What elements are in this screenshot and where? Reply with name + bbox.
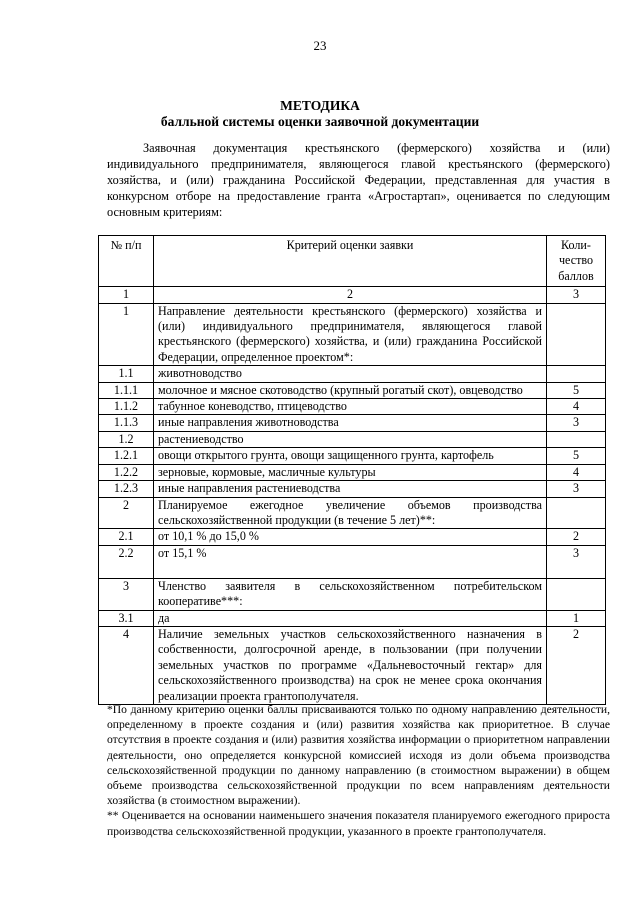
row-number: 1.1.3 <box>99 415 154 431</box>
row-criterion: зерновые, кормовые, масличные культуры <box>154 464 547 480</box>
header-number: № п/п <box>99 236 154 287</box>
row-number: 1.2.1 <box>99 448 154 464</box>
row-points: 5 <box>547 448 606 464</box>
row-criterion: Членство заявителя в сельскохозяйственном потребительском кооперативе***: <box>154 578 547 610</box>
row-number: 1.1 <box>99 366 154 382</box>
index-cell: 3 <box>547 287 606 303</box>
row-points <box>547 497 606 529</box>
row-criterion: табунное коневодство, птицеводство <box>154 399 547 415</box>
row-number: 3 <box>99 578 154 610</box>
page-number: 23 <box>313 38 327 53</box>
criteria-table <box>98 235 606 705</box>
row-points: 4 <box>547 464 606 480</box>
row-criterion: овощи открытого грунта, овощи защищенного грунта, картофель <box>154 448 547 464</box>
row-criterion: от 15,1 % <box>154 545 547 578</box>
row-number: 1.1.1 <box>99 382 154 398</box>
table-index-row <box>99 287 606 303</box>
table-row <box>99 529 606 545</box>
footnote-1: *По данному критерию оценки баллы присваиваются только по одному направлению деятельности, определенному в проекте создания и (или) развития хозяйства как приоритетное. В случае отсутствия в проекте создания и (или) развития хозяйства информации о приоритетном направлении деятельности, оно определяется конкурсной комиссией исходя из доли объема производства сельскохозяйственной продукции по данному направлению (в стоимостном выражении) в общем объеме производства сельскохозяйственной продукции по всем направлениям деятельности хозяйства (в стоимостном выражении). <box>107 703 610 808</box>
row-points: 5 <box>547 382 606 398</box>
row-number: 1 <box>99 303 154 366</box>
table-row <box>99 626 606 704</box>
row-number: 4 <box>99 626 154 704</box>
row-points <box>547 578 606 610</box>
row-number: 1.2 <box>99 431 154 447</box>
footnote-2: ** Оценивается на основании наименьшего значения показателя планируемого ежегодного прироста производства сельскохозяйственной продукции, указанного в проекте грантополучателя. <box>107 809 610 838</box>
row-points: 1 <box>547 610 606 626</box>
table-row <box>99 610 606 626</box>
row-points <box>547 366 606 382</box>
row-number: 1.2.2 <box>99 464 154 480</box>
row-criterion: Планируемое ежегодное увеличение объемов производства сельскохозяйственной продукции (в течение 5 лет)**: <box>154 497 547 529</box>
row-number: 2.1 <box>99 529 154 545</box>
document-title <box>0 98 640 130</box>
row-points: 3 <box>547 481 606 497</box>
row-criterion: Направление деятельности крестьянского (фермерского) хозяйства и (или) индивидуального предпринимателя, являющегося главой крестьянского (фермерского) хозяйства, и (или) гражданина Российской Федерации, определенное проектом*: <box>154 303 547 366</box>
header-points: Коли-чество баллов <box>547 236 606 287</box>
table-row <box>99 578 606 610</box>
table-row <box>99 497 606 529</box>
row-criterion: да <box>154 610 547 626</box>
table-row <box>99 366 606 382</box>
row-criterion: иные направления животноводства <box>154 415 547 431</box>
row-points: 2 <box>547 626 606 704</box>
title-line-1: МЕТОДИКА <box>280 98 360 113</box>
table-row <box>99 382 606 398</box>
row-criterion: растениеводство <box>154 431 547 447</box>
row-points: 4 <box>547 399 606 415</box>
row-number: 1.1.2 <box>99 399 154 415</box>
table-header-row <box>99 236 606 287</box>
table-row <box>99 481 606 497</box>
row-criterion: Наличие земельных участков сельскохозяйственного назначения в собственности, долгосрочной аренде, в пользовании (при получении земельных участков по программе «Дальневосточный гектар» для сельскохозяйственного производства) на срок не менее срока окончания реализации проекта грантополучателя. <box>154 626 547 704</box>
title-line-2: балльной системы оценки заявочной документации <box>160 114 480 129</box>
row-number: 1.2.3 <box>99 481 154 497</box>
row-number: 3.1 <box>99 610 154 626</box>
intro-paragraph: Заявочная документация крестьянского (фермерского) хозяйства и (или) индивидуального предпринимателя, являющегося главой крестьянского (фермерского) хозяйства, и (или) гражданина Российской Федерации, представленная для участия в конкурсном отборе на предоставление гранта «Агростартап», оценивается по следующим основным критериям: <box>107 141 610 219</box>
header-criterion: Критерий оценки заявки <box>154 236 547 287</box>
table-row <box>99 448 606 464</box>
table-row <box>99 303 606 366</box>
row-points: 3 <box>547 545 606 578</box>
row-points <box>547 431 606 447</box>
row-number: 2.2 <box>99 545 154 578</box>
table-row <box>99 464 606 480</box>
row-points <box>547 303 606 366</box>
row-number: 2 <box>99 497 154 529</box>
table-row <box>99 431 606 447</box>
row-criterion: молочное и мясное скотоводство (крупный рогатый скот), овцеводство <box>154 382 547 398</box>
index-cell: 2 <box>154 287 547 303</box>
table-row <box>99 545 606 578</box>
row-criterion: животноводство <box>154 366 547 382</box>
row-points: 2 <box>547 529 606 545</box>
table-row <box>99 399 606 415</box>
row-points: 3 <box>547 415 606 431</box>
row-criterion: иные направления растениеводства <box>154 481 547 497</box>
footnotes <box>107 702 610 839</box>
table-row <box>99 415 606 431</box>
row-criterion: от 10,1 % до 15,0 % <box>154 529 547 545</box>
index-cell: 1 <box>99 287 154 303</box>
